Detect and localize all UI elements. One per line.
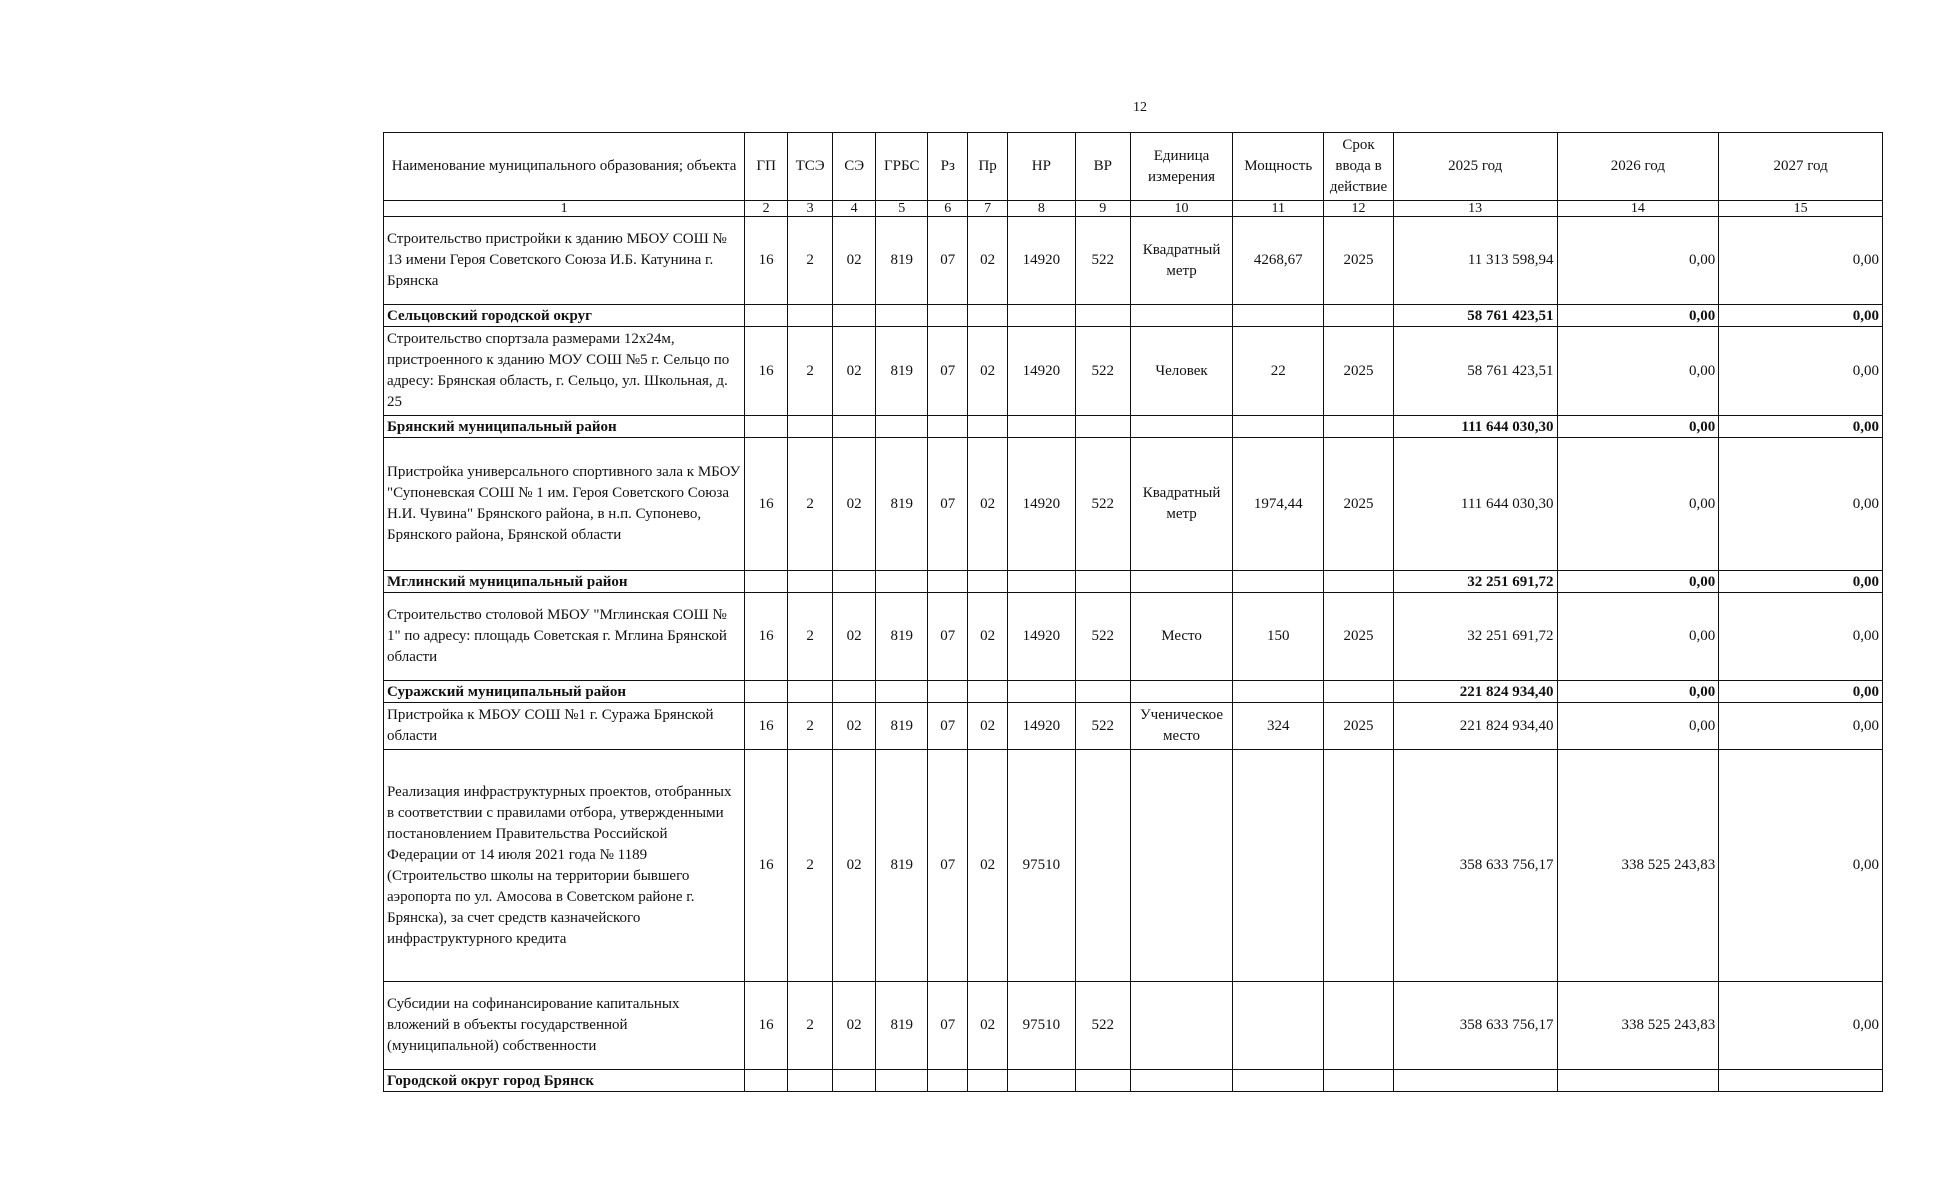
group-name: Мглинский муниципальный район <box>384 571 745 593</box>
tse-cell <box>788 305 833 327</box>
amount-2027: 0,00 <box>1719 703 1883 750</box>
rz-cell: 07 <box>928 438 968 571</box>
header-nr: НР <box>1008 133 1076 201</box>
amount-2027: 0,00 <box>1719 982 1883 1070</box>
group-row <box>384 1070 1883 1092</box>
amount-2025: 32 251 691,72 <box>1393 593 1557 681</box>
grbs-cell: 819 <box>876 982 928 1070</box>
amount-2027: 0,00 <box>1719 438 1883 571</box>
grbs-cell: 819 <box>876 750 928 982</box>
nr-cell <box>1008 681 1076 703</box>
object-name: Строительство спортзала размерами 12х24м, пристроенного к зданию МОУ СОШ №5 г. Сельцо по адресу: Брянская область, г. Сельцо, ул. Школьная, д. 25 <box>384 327 745 416</box>
se-cell: 02 <box>833 327 876 416</box>
group-row <box>384 416 1883 438</box>
group-row <box>384 681 1883 703</box>
grbs-cell: 819 <box>876 593 928 681</box>
unit-cell <box>1130 416 1232 438</box>
unit-cell <box>1130 305 1232 327</box>
commission-year-cell <box>1324 681 1394 703</box>
column-number: 15 <box>1719 201 1883 217</box>
group-name: Суражский муниципальный район <box>384 681 745 703</box>
gp-cell <box>745 305 788 327</box>
object-row <box>384 593 1883 681</box>
gp-cell <box>745 416 788 438</box>
amount-2026: 0,00 <box>1557 217 1719 305</box>
column-number-row <box>384 201 1883 217</box>
commission-year-cell <box>1324 416 1394 438</box>
pr-cell: 02 <box>968 703 1008 750</box>
pr-cell: 02 <box>968 750 1008 982</box>
amount-2026: 338 525 243,83 <box>1557 750 1719 982</box>
commission-year-cell <box>1324 750 1394 982</box>
amount-2025 <box>1393 1070 1557 1092</box>
capacity-cell: 150 <box>1233 593 1324 681</box>
column-number: 9 <box>1075 201 1130 217</box>
rz-cell: 07 <box>928 593 968 681</box>
amount-2026 <box>1557 1070 1719 1092</box>
nr-cell <box>1008 416 1076 438</box>
grbs-cell: 819 <box>876 438 928 571</box>
capacity-cell: 22 <box>1233 327 1324 416</box>
tse-cell: 2 <box>788 327 833 416</box>
amount-2025: 58 761 423,51 <box>1393 305 1557 327</box>
tse-cell <box>788 416 833 438</box>
amount-2025: 11 313 598,94 <box>1393 217 1557 305</box>
tse-cell: 2 <box>788 982 833 1070</box>
vr-cell <box>1075 750 1130 982</box>
gp-cell <box>745 1070 788 1092</box>
header-se: СЭ <box>833 133 876 201</box>
object-name: Пристройка универсального спортивного зала к МБОУ "Супоневская СОШ № 1 им. Героя Советского Союза Н.И. Чувина" Брянского района, в н.п. Супонево, Брянского района, Брянской области <box>384 438 745 571</box>
amount-2025: 221 824 934,40 <box>1393 703 1557 750</box>
se-cell: 02 <box>833 593 876 681</box>
grbs-cell <box>876 305 928 327</box>
header-unit: Единица измерения <box>1130 133 1232 201</box>
commission-year-cell <box>1324 305 1394 327</box>
rz-cell <box>928 1070 968 1092</box>
commission-year-cell: 2025 <box>1324 438 1394 571</box>
gp-cell <box>745 681 788 703</box>
amount-2025: 111 644 030,30 <box>1393 438 1557 571</box>
header-year-2025: 2025 год <box>1393 133 1557 201</box>
rz-cell: 07 <box>928 703 968 750</box>
amount-2025: 358 633 756,17 <box>1393 750 1557 982</box>
pr-cell <box>968 571 1008 593</box>
capacity-cell <box>1233 416 1324 438</box>
column-number: 2 <box>745 201 788 217</box>
header-vr: ВР <box>1075 133 1130 201</box>
rz-cell: 07 <box>928 327 968 416</box>
commission-year-cell: 2025 <box>1324 327 1394 416</box>
commission-year-cell <box>1324 982 1394 1070</box>
rz-cell <box>928 571 968 593</box>
group-row <box>384 305 1883 327</box>
grbs-cell <box>876 571 928 593</box>
rz-cell <box>928 416 968 438</box>
column-number: 1 <box>384 201 745 217</box>
vr-cell <box>1075 305 1130 327</box>
rz-cell <box>928 681 968 703</box>
vr-cell: 522 <box>1075 438 1130 571</box>
object-row <box>384 438 1883 571</box>
amount-2027: 0,00 <box>1719 593 1883 681</box>
header-capacity: Мощность <box>1233 133 1324 201</box>
capacity-cell <box>1233 681 1324 703</box>
vr-cell: 522 <box>1075 217 1130 305</box>
pr-cell <box>968 305 1008 327</box>
unit-cell: Квадратный метр <box>1130 438 1232 571</box>
vr-cell: 522 <box>1075 982 1130 1070</box>
pr-cell <box>968 681 1008 703</box>
amount-2027: 0,00 <box>1719 416 1883 438</box>
tse-cell: 2 <box>788 593 833 681</box>
nr-cell <box>1008 571 1076 593</box>
column-number: 14 <box>1557 201 1719 217</box>
nr-cell <box>1008 305 1076 327</box>
vr-cell <box>1075 681 1130 703</box>
grbs-cell: 819 <box>876 217 928 305</box>
object-name: Строительство столовой МБОУ "Мглинская СОШ № 1" по адресу: площадь Советская г. Мглина Брянской области <box>384 593 745 681</box>
group-name: Городской округ город Брянск <box>384 1070 745 1092</box>
tse-cell <box>788 571 833 593</box>
gp-cell: 16 <box>745 217 788 305</box>
object-name: Реализация инфраструктурных проектов, отобранных в соответствии с правилами отбора, утвержденными постановлением Правительства Российской Федерации от 14 июля 2021 года № 1189 (Строительство школы на территории бывшего аэропорта по ул. Амосова в Советском районе г. Брянска), за счет средств казначейского инфраструктурного кредита <box>384 750 745 982</box>
amount-2026: 0,00 <box>1557 571 1719 593</box>
pr-cell: 02 <box>968 438 1008 571</box>
grbs-cell <box>876 681 928 703</box>
vr-cell <box>1075 416 1130 438</box>
unit-cell: Человек <box>1130 327 1232 416</box>
object-row <box>384 327 1883 416</box>
gp-cell: 16 <box>745 593 788 681</box>
commission-year-cell: 2025 <box>1324 593 1394 681</box>
amount-2027: 0,00 <box>1719 217 1883 305</box>
header-row <box>384 133 1883 201</box>
pr-cell: 02 <box>968 327 1008 416</box>
column-number: 3 <box>788 201 833 217</box>
nr-cell: 14920 <box>1008 593 1076 681</box>
object-row <box>384 703 1883 750</box>
commission-year-cell: 2025 <box>1324 703 1394 750</box>
object-name: Строительство пристройки к зданию МБОУ СОШ № 13 имени Героя Советского Союза И.Б. Катунина г. Брянска <box>384 217 745 305</box>
unit-cell <box>1130 982 1232 1070</box>
se-cell: 02 <box>833 438 876 571</box>
capacity-cell <box>1233 750 1324 982</box>
pr-cell: 02 <box>968 217 1008 305</box>
object-name: Пристройка к МБОУ СОШ №1 г. Суража Брянской области <box>384 703 745 750</box>
unit-cell <box>1130 681 1232 703</box>
gp-cell: 16 <box>745 703 788 750</box>
rz-cell: 07 <box>928 217 968 305</box>
grbs-cell: 819 <box>876 327 928 416</box>
amount-2026: 0,00 <box>1557 416 1719 438</box>
column-number: 12 <box>1324 201 1394 217</box>
group-name: Сельцовский городской округ <box>384 305 745 327</box>
column-number: 10 <box>1130 201 1232 217</box>
column-number: 11 <box>1233 201 1324 217</box>
page-number: 12 <box>1133 100 1147 115</box>
pr-cell: 02 <box>968 593 1008 681</box>
amount-2027 <box>1719 1070 1883 1092</box>
vr-cell: 522 <box>1075 327 1130 416</box>
capacity-cell <box>1233 982 1324 1070</box>
unit-cell: Место <box>1130 593 1232 681</box>
capacity-cell <box>1233 305 1324 327</box>
amount-2025: 111 644 030,30 <box>1393 416 1557 438</box>
amount-2026: 338 525 243,83 <box>1557 982 1719 1070</box>
column-number: 6 <box>928 201 968 217</box>
rz-cell <box>928 305 968 327</box>
vr-cell <box>1075 571 1130 593</box>
capacity-cell: 4268,67 <box>1233 217 1324 305</box>
nr-cell: 14920 <box>1008 438 1076 571</box>
column-number: 8 <box>1008 201 1076 217</box>
header-year-2027: 2027 год <box>1719 133 1883 201</box>
capacity-cell <box>1233 571 1324 593</box>
header-year-2026: 2026 год <box>1557 133 1719 201</box>
pr-cell <box>968 416 1008 438</box>
column-number: 4 <box>833 201 876 217</box>
vr-cell <box>1075 1070 1130 1092</box>
se-cell <box>833 416 876 438</box>
budget-table <box>383 132 1883 1092</box>
group-name: Брянский муниципальный район <box>384 416 745 438</box>
capacity-cell <box>1233 1070 1324 1092</box>
commission-year-cell <box>1324 571 1394 593</box>
amount-2026: 0,00 <box>1557 327 1719 416</box>
group-row <box>384 571 1883 593</box>
object-name: Субсидии на софинансирование капитальных вложений в объекты государственной (муниципальной) собственности <box>384 982 745 1070</box>
gp-cell: 16 <box>745 982 788 1070</box>
amount-2025: 358 633 756,17 <box>1393 982 1557 1070</box>
header-tse: ТСЭ <box>788 133 833 201</box>
nr-cell: 14920 <box>1008 327 1076 416</box>
se-cell <box>833 305 876 327</box>
header-rz: Рз <box>928 133 968 201</box>
commission-year-cell: 2025 <box>1324 217 1394 305</box>
amount-2026: 0,00 <box>1557 681 1719 703</box>
column-number: 13 <box>1393 201 1557 217</box>
capacity-cell: 324 <box>1233 703 1324 750</box>
header-pr: Пр <box>968 133 1008 201</box>
amount-2026: 0,00 <box>1557 305 1719 327</box>
header-name: Наименование муниципального образования; объекта <box>384 133 745 201</box>
header-commission-date: Срок ввода в действие <box>1324 133 1394 201</box>
amount-2027: 0,00 <box>1719 305 1883 327</box>
gp-cell: 16 <box>745 327 788 416</box>
tse-cell: 2 <box>788 750 833 982</box>
se-cell: 02 <box>833 217 876 305</box>
se-cell <box>833 571 876 593</box>
amount-2025: 58 761 423,51 <box>1393 327 1557 416</box>
object-row <box>384 982 1883 1070</box>
rz-cell: 07 <box>928 982 968 1070</box>
amount-2025: 32 251 691,72 <box>1393 571 1557 593</box>
amount-2025: 221 824 934,40 <box>1393 681 1557 703</box>
amount-2026: 0,00 <box>1557 593 1719 681</box>
nr-cell: 97510 <box>1008 750 1076 982</box>
gp-cell: 16 <box>745 438 788 571</box>
gp-cell <box>745 571 788 593</box>
header-gp: ГП <box>745 133 788 201</box>
nr-cell: 97510 <box>1008 982 1076 1070</box>
nr-cell: 14920 <box>1008 217 1076 305</box>
grbs-cell: 819 <box>876 703 928 750</box>
tse-cell: 2 <box>788 703 833 750</box>
vr-cell: 522 <box>1075 593 1130 681</box>
amount-2026: 0,00 <box>1557 703 1719 750</box>
pr-cell: 02 <box>968 982 1008 1070</box>
unit-cell <box>1130 571 1232 593</box>
grbs-cell <box>876 1070 928 1092</box>
amount-2027: 0,00 <box>1719 571 1883 593</box>
gp-cell: 16 <box>745 750 788 982</box>
header-grbs: ГРБС <box>876 133 928 201</box>
unit-cell <box>1130 750 1232 982</box>
object-row <box>384 750 1883 982</box>
se-cell: 02 <box>833 703 876 750</box>
nr-cell <box>1008 1070 1076 1092</box>
tse-cell: 2 <box>788 438 833 571</box>
tse-cell <box>788 681 833 703</box>
se-cell: 02 <box>833 750 876 982</box>
commission-year-cell <box>1324 1070 1394 1092</box>
amount-2027: 0,00 <box>1719 750 1883 982</box>
unit-cell: Квадратный метр <box>1130 217 1232 305</box>
vr-cell: 522 <box>1075 703 1130 750</box>
amount-2027: 0,00 <box>1719 327 1883 416</box>
object-row <box>384 217 1883 305</box>
capacity-cell: 1974,44 <box>1233 438 1324 571</box>
amount-2026: 0,00 <box>1557 438 1719 571</box>
rz-cell: 07 <box>928 750 968 982</box>
amount-2027: 0,00 <box>1719 681 1883 703</box>
se-cell <box>833 681 876 703</box>
grbs-cell <box>876 416 928 438</box>
tse-cell: 2 <box>788 217 833 305</box>
tse-cell <box>788 1070 833 1092</box>
column-number: 7 <box>968 201 1008 217</box>
unit-cell <box>1130 1070 1232 1092</box>
se-cell: 02 <box>833 982 876 1070</box>
se-cell <box>833 1070 876 1092</box>
nr-cell: 14920 <box>1008 703 1076 750</box>
unit-cell: Ученическое место <box>1130 703 1232 750</box>
column-number: 5 <box>876 201 928 217</box>
pr-cell <box>968 1070 1008 1092</box>
